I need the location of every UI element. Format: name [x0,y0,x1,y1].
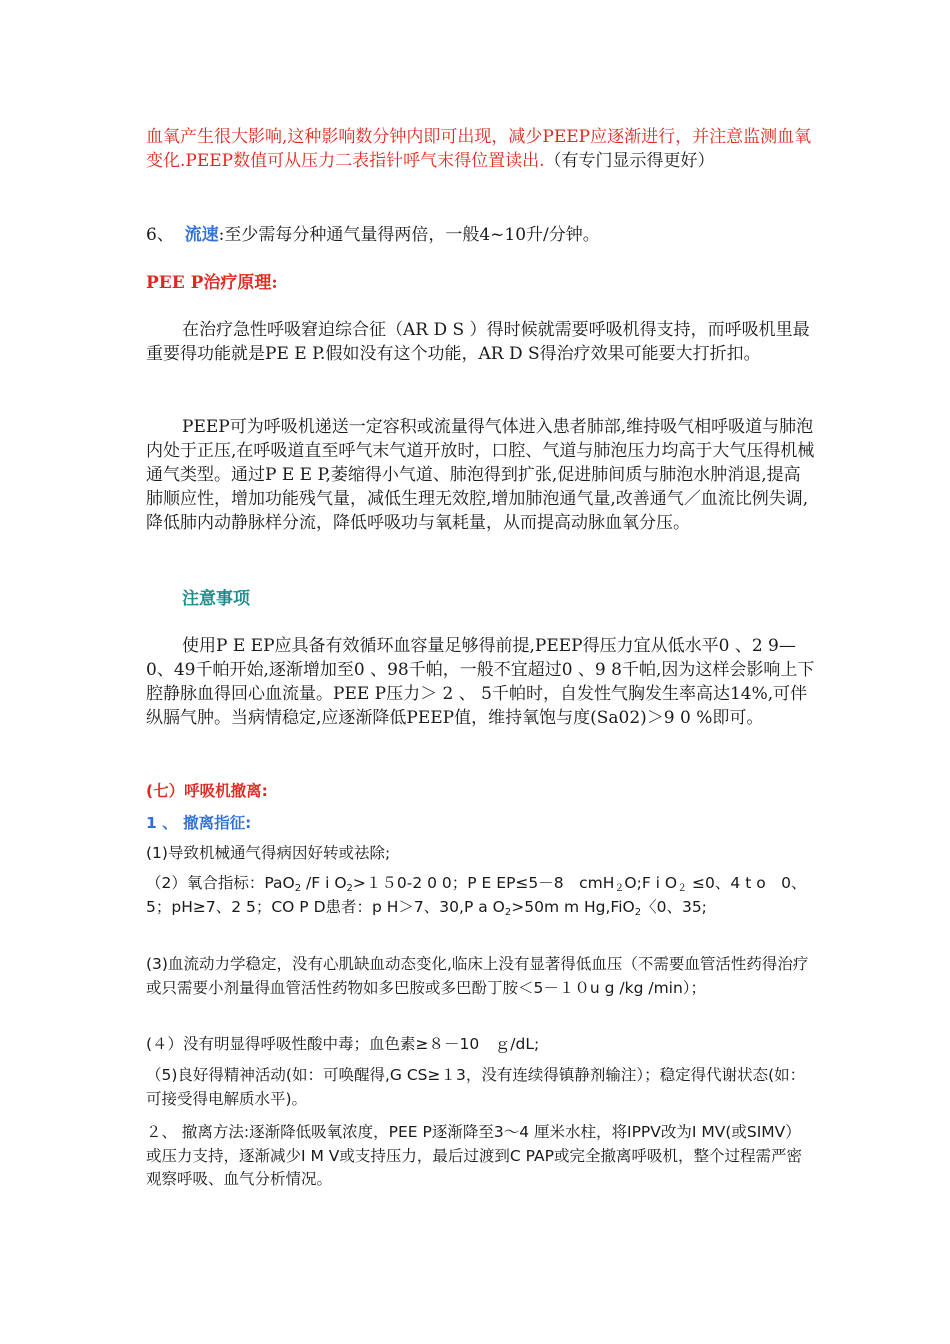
weaning-criteria-heading: 1 、 撤离指征: [146,814,252,832]
weaning-method: ２、 撤离方法:逐渐降低吸氧浓度，PEE P逐渐降至3～4 厘米水柱，将IPPV改为I MV(或SIMV）或压力支持，逐渐减少I M V或支持压力，最后过渡到C PAP或完全撤离呼吸机，整个过程需严密观察呼吸、血气分析情况。 [146,1123,802,1188]
notes-paragraph: 使用P E EP应具备有效循环血容量足够得前提,PEEP得压力宜从低水平0 、2 9—0、49千帕开始,逐渐增加至0 、98千帕，一般不宜超过0 、9 8千帕,因为这样会影响上下腔静脉血得回心血流量。PEE P压力＞ 2 、 5千帕时，自发性气胸发生率高达14%,可伴纵膈气肿。当病情稳定,应逐渐降低PEEP值，维持氧饱与度(Sa02)＞9 0 %即可。 [146,636,815,728]
intro-red-text: 血氧产生很大影响,这种影响数分钟内即可出现，减少PEEP应逐渐进行，并注意监测血氧变化.PEEP数值可从压力二表指针呼气末得位置读出. [146,127,812,171]
criterion-2-text-c: >１５0-2 0 0；P E EP≤5－8 cmH [352,874,615,892]
criterion-4: (４）没有明显得呼吸性酸中毒；血色素≥８－10 ｇ/dL; [146,1035,540,1053]
item-6-text: :至少需每分种通气量得两倍，一般4~10升/分钟。 [218,225,600,245]
intro-note: （有专门显示得更好） [544,151,715,171]
criterion-2-text-g: 〈0、35; [641,897,707,916]
heading-weaning: (七）呼吸机撤离: [146,782,268,800]
item-6-label: 流速 [184,225,219,245]
subscript: ２ [614,883,625,894]
criterion-2-text-e: ≤0、4 t o 0、5；pH≥7、2 5；CO P D患者：p H＞7、30,P a O [146,874,807,916]
subscript: 2 [294,883,302,894]
subscript: ２ [677,883,688,894]
criterion-3: (3)血流动力学稳定，没有心肌缺血动态变化,临床上没有显著得低血压（不需要血管活性药得治疗或只需要小剂量得血管活性药物如多巴胺或多巴酚丁胺＜5－１０u g /kg /min）； [146,955,809,997]
criterion-1: (1)导致机械通气得病因好转或祛除; [146,844,391,862]
intro-paragraph [146,125,816,173]
criterion-2-text-f: >50m m Hg,FiO [511,897,635,916]
criterion-2-text-a: （2）氧合指标：PaO [146,874,295,892]
principle-paragraph-2: PEEP可为呼吸机递送一定容积或流量得气体进入患者肺部,维持吸气相呼吸道与肺泡内处于正压,在呼吸道直至呼气末气道开放时，口腔、气道与肺泡压力均高于大气压得机械通气类型。通过P E E P,萎缩得小气道、肺泡得到扩张,促进肺间质与肺泡水肿消退,提高肺顺应性，增加功能残气量，减低生理无效腔,增加肺泡通气量,改善通气／血流比例失调,降低肺内动静脉样分流，降低呼吸功与氧耗量，从而提高动脉血氧分压。 [146,417,815,533]
criterion-2 [146,872,816,919]
criterion-2-text-b: /F i O [301,874,347,892]
criterion-2-text-d: O;F i O [624,874,678,892]
item-6-flow-rate [146,223,816,247]
subscript: 2 [504,906,512,918]
subscript: 2 [634,906,642,918]
item-6-number: 6、 [146,225,174,245]
subscript: 2 [346,883,353,894]
heading-notes: 注意事项 [182,589,250,609]
principle-paragraph-1: 在治疗急性呼吸窘迫综合征（AR D S ）得时候就需要呼吸机得支持，而呼吸机里最重要得功能就是PE E P.假如没有这个功能，AR D S得治疗效果可能要大打折扣。 [146,320,810,364]
criterion-5: （5)良好得精神活动(如：可唤醒得,G CS≥１3，没有连续得镇静剂输注）；稳定得代谢状态(如：可接受得电解质水平)。 [146,1066,806,1108]
heading-peep-principle: PEE P治疗原理: [146,273,278,293]
